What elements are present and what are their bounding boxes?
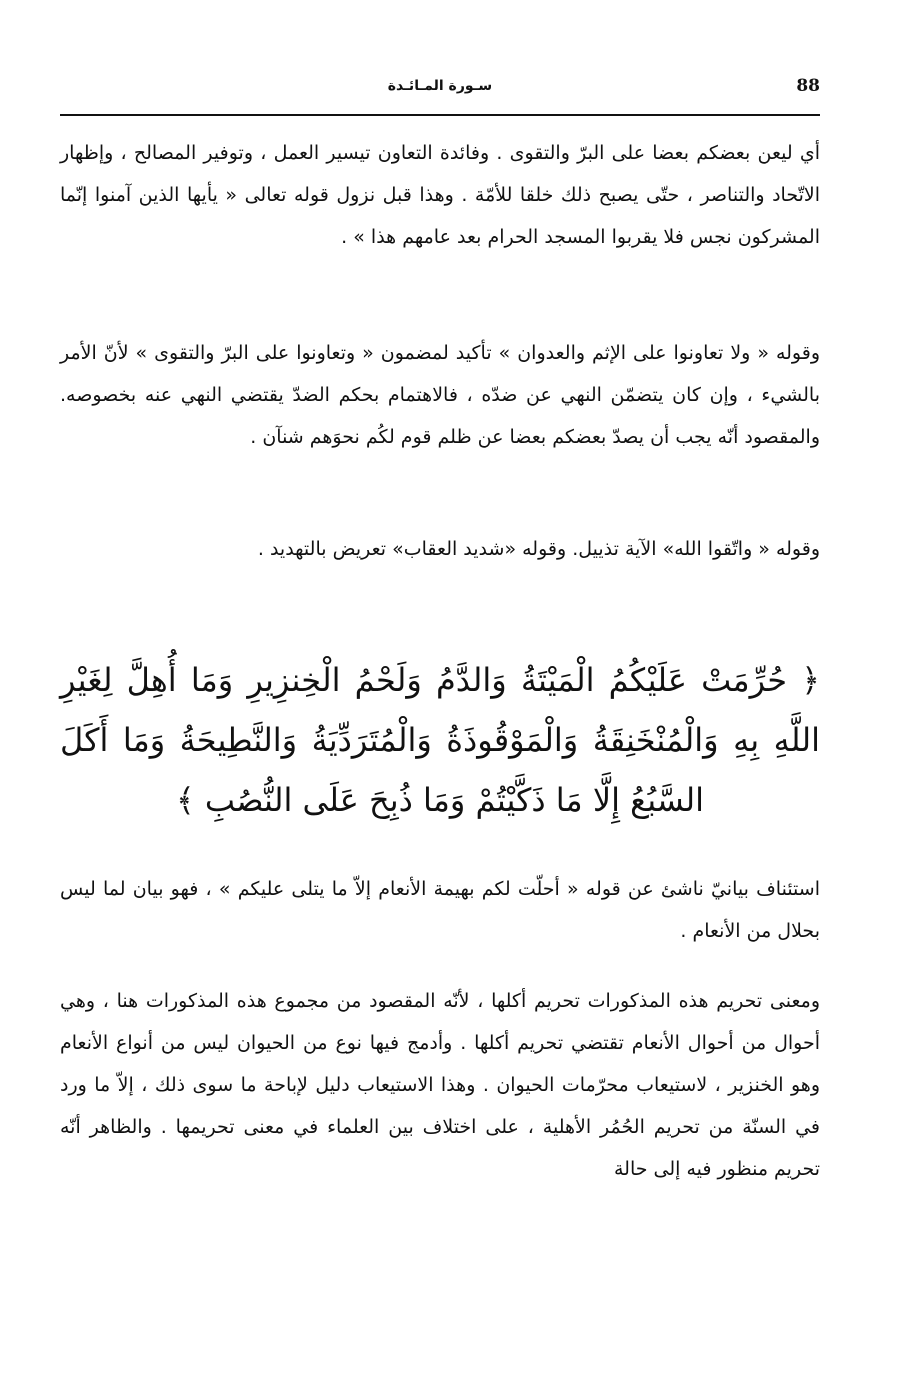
header-rule [60, 114, 820, 116]
page-header [60, 70, 820, 106]
running-head: سـورة المـائـدة [387, 78, 493, 94]
paragraph-3: وقوله « واتّقوا الله» الآية تذييل. وقوله «شديد العقاب» تعريض بالتهديد . [257, 538, 820, 560]
book-page [60, 60, 820, 1350]
commentary-1: استئناف بيانيّ ناشئ عن قوله « أحلّت لكم بهيمة الأنعام إلاّ ما يتلى عليكم » ، فهو بيان لما ليس بحلال من الأنعام . [60, 878, 820, 942]
commentary-2: ومعنى تحريم هذه المذكورات تحريم أكلها ، لأنّه المقصود من مجموع هذه المذكورات هنا ، وهي أحوال من أحوال الأنعام تقتضي تحريم أكلها . وأدمج فيها نوع من الحيوان ليس من أنواع الأنعام وهو الخنزير ، لاستيعاب محرّمات الحيوان . وهذا الاستيعاب دليل لإباحة ما سوى ذلك ، إلاّ ما ورد في السنّة من تحريم الحُمُر الأهلية ، على اختلاف بين العلماء في معنى تحريمها . والظاهر أنّه تحريم منظور فيه إلى حالة [60, 990, 820, 1180]
quran-verse: ﴿ حُرِّمَتْ عَلَيْكُمُ الْمَيْتَةُ وَالدَّمُ وَلَحْمُ الْخِنزِيرِ وَمَا أُهِلَّ لِغَيْرِ اللَّهِ بِهِ وَالْمُنْخَنِقَةُ وَالْمَوْقُوذَةُ وَالْمُتَرَدِّيَةُ وَالنَّطِيحَةُ وَمَا أَكَلَ السَّبُعُ إِلَّا مَا ذَكَّيْتُمْ وَمَا ذُبِحَ عَلَى النُّصُبِ ﴾ [60, 661, 820, 819]
paragraph-1: أي ليعن بعضكم بعضا على البرّ والتقوى . وفائدة التعاون تيسير العمل ، وتوفير المصالح ، وإظهار الاتّحاد والتناصر ، حتّى يصبح ذلك خلقا للأمّة . وهذا قبل نزول قوله تعالى « يأيها الذين آمنوا إنّما المشركون نجس فلا يقربوا المسجد الحرام بعد عامهم هذا » . [60, 142, 820, 248]
paragraph-2: وقوله « ولا تعاونوا على الإثم والعدوان » تأكيد لمضمون « وتعاونوا على البرّ والتقوى » لأنّ الأمر بالشيء ، وإن كان يتضمّن النهي عن ضدّه ، فالاهتمام بحكم الضدّ يقتضي النهي عنه بخصوصه. والمقصود أنّه يجب أن يصدّ بعضكم بعضا عن ظلم قوم لكُم نحوَهم شنآن . [60, 342, 820, 448]
page-number: 88 [796, 76, 820, 96]
